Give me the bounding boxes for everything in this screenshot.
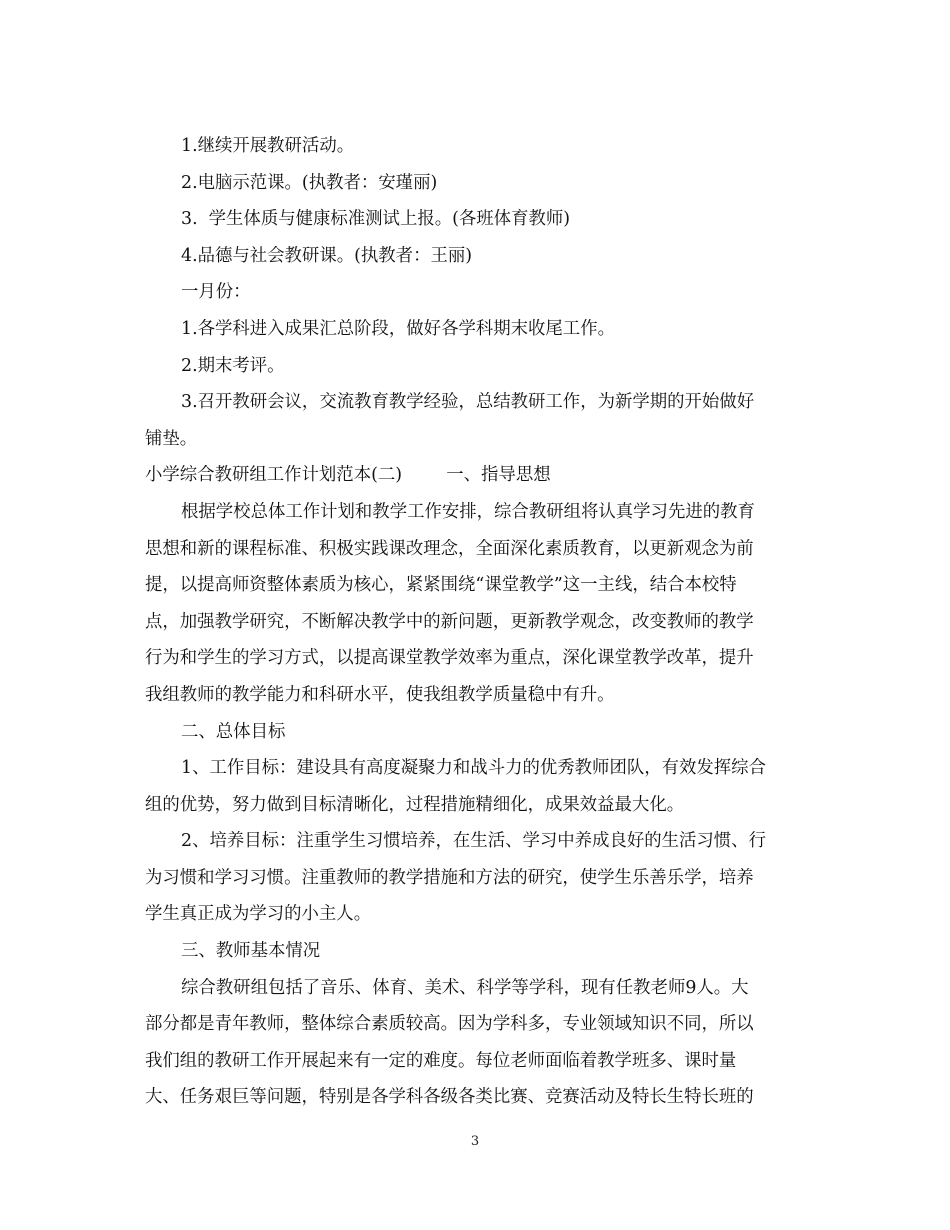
paragraph-guiding-ideology (145, 494, 807, 714)
paragraph-training-goal (145, 823, 807, 933)
paragraph-line: 根据学校总体工作计划和教学工作安排，综合教研组将认真学习先进的教育 (181, 501, 755, 522)
list-item: 1.继续开展教研活动。 (181, 136, 355, 156)
paragraph-line: 3.召开教研会议，交流教育教学经验，总结教研工作，为新学期的开始做好 (181, 392, 755, 413)
paragraph-line: 综合教研组包括了音乐、体育、美术、科学等学科，现有任教老师9人。大 (181, 977, 749, 998)
list-item: 2.期末考评。 (181, 355, 285, 376)
list-item: 3. 学生体质与健康标准测试上报。(各班体育教师) (181, 209, 571, 230)
paragraph-line: 行为和学生的学习方式，以提高课堂教学效率为重点，深化课堂教学改革，提升 (145, 648, 754, 669)
paragraph-work-goal (145, 750, 807, 823)
paragraph-line: 提，以提高师资整体素质为核心，紧紧围绕“课堂教学”这一主线，结合本校特 (145, 575, 737, 596)
paragraph-line: 组的优势，努力做到目标清晰化，过程措施精细化，成果效益最大化。 (145, 794, 685, 815)
paragraph-line: 铺垫。 (145, 428, 198, 449)
month-heading: 一月份： (181, 282, 251, 303)
paragraph-line: 学生真正成为学习的小主人。 (145, 904, 372, 925)
paragraph-line: 部分都是青年教师，整体综合素质较高。因为学科多，专业领域知识不同，所以 (145, 1014, 754, 1035)
paragraph-line: 思想和新的课程标准、积极实践课改理念，全面深化素质教育，以更新观念为前 (145, 538, 754, 559)
paragraph-teachers-info (145, 970, 807, 1116)
paragraph-line: 2、培养目标：注重学生习惯培养，在生活、学习中养成良好的生活习惯、行 (181, 831, 766, 852)
paragraph-line: 大、任务艰巨等问题，特别是各学科各级各类比赛、竞赛活动及特长生特长班的 (145, 1087, 754, 1108)
paragraph-line: 点，加强教学研究，不断解决教学中的新问题，更新教学观念，改变教师的教学 (145, 611, 754, 632)
page-number: 3 (470, 1134, 480, 1149)
list-item: 1.各学科进入成果汇总阶段，做好各学科期末收尾工作。 (181, 318, 615, 339)
paragraph-line: 我组教师的教学能力和科研水平，使我组教学质量稳中有升。 (145, 684, 615, 705)
paragraph-line: 为习惯和学习习惯。注重教师的教学措施和方法的研究，使学生乐善乐学，培养 (145, 867, 754, 888)
document-body (145, 128, 807, 1116)
section-title: 小学综合教研组工作计划范本(二) 一、指导思想 (145, 465, 551, 486)
paragraph-line: 我们组的教研工作开展起来有一定的难度。每位老师面临着教学班多、课时量 (145, 1050, 737, 1071)
section-heading: 二、总体目标 (181, 721, 286, 742)
paragraph-line: 1、工作目标：建设具有高度凝聚力和战斗力的优秀教师团队，有效发挥综合 (181, 758, 766, 779)
list-item-multiline (145, 384, 807, 457)
list-item: 4.品德与社会教研课。(执教者：王丽) (181, 245, 473, 266)
section-heading: 三、教师基本情况 (181, 941, 321, 962)
list-item: 2.电脑示范课。(执教者：安瑾丽) (181, 172, 438, 193)
